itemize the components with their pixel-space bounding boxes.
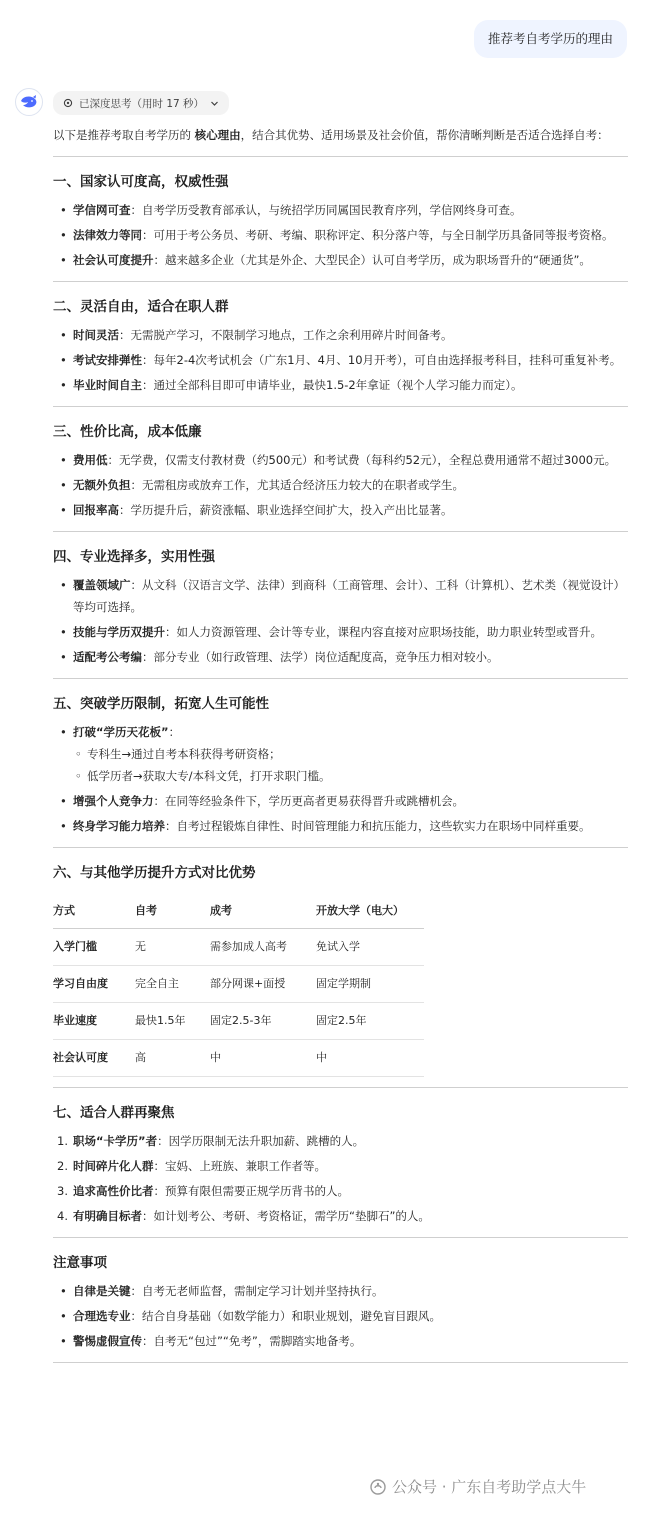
item-text: ：如计划考公、考研、考资格证，需学历“垫脚石”的人。: [142, 1209, 430, 1223]
table-cell: 需参加成人高考: [210, 929, 316, 966]
item-term: 费用低: [73, 453, 108, 467]
item-term: 社会认可度提升: [73, 253, 154, 267]
item-text: ：从文科（汉语言文学、法律）到商科（工商管理、会计）、工科（计算机）、艺术类（视觉设计）等均可选择。: [73, 578, 625, 614]
item-term: 追求高性价比者: [73, 1184, 154, 1198]
item-text: ：宝妈、上班族、兼职工作者等。: [153, 1159, 326, 1173]
whale-logo-icon: [20, 95, 38, 109]
section-divider: [53, 1087, 628, 1088]
item-number: 4.: [57, 1209, 68, 1223]
comparison-header-cell: 成考: [210, 894, 316, 929]
intro-text-before: 以下是推荐考取自考学历的: [53, 128, 195, 142]
item-text: ：结合自身基础（如数学能力）和职业规划，避免盲目跟风。: [130, 1309, 441, 1323]
table-cell: 社会认可度: [53, 1040, 135, 1077]
table-cell: 毕业速度: [53, 1003, 135, 1040]
item-text: ：自考学历受教育部承认，与统招学历同属国民教育序列，学信网终身可查。: [130, 203, 522, 217]
list-item: [73, 499, 628, 521]
item-text: ：自考过程锻炼自律性、时间管理能力和抗压能力，这些软实力在职场中同样重要。: [165, 819, 591, 833]
section-title: 四、专业选择多，实用性强: [53, 549, 215, 565]
list-item: [73, 249, 628, 271]
table-cell: 部分网课+面授: [210, 966, 316, 1003]
item-term: 自律是关键: [73, 1284, 131, 1298]
section-title: 三、性价比高，成本低廉: [53, 424, 202, 440]
item-term: 增强个人竞争力: [73, 794, 154, 808]
comparison-header-cell: 方式: [53, 894, 135, 929]
user-message-bubble: [474, 20, 627, 58]
item-text: ：无需脱产学习，不限制学习地点，工作之余利用碎片时间备考。: [119, 328, 453, 342]
item-number: 2.: [57, 1159, 68, 1173]
item-text: ：预算有限但需要正规学历背书的人。: [153, 1184, 349, 1198]
section-divider: [53, 281, 628, 282]
item-text: ：可用于考公务员、考研、考编、职称评定、积分落户等，与全日制学历具备同等报考资格。: [142, 228, 614, 242]
list-item: [73, 1330, 628, 1352]
target-groups-title: 七、适合人群再聚焦: [53, 1105, 175, 1121]
sub-list-item: ◦ 专科生→通过自考本科获得考研资格；: [87, 743, 628, 765]
table-row: [53, 1040, 424, 1077]
list-item: [73, 790, 628, 812]
target-groups-list: [53, 1130, 628, 1227]
numbered-item: [57, 1180, 628, 1202]
deep-think-icon: [63, 98, 73, 108]
comparison-title: 六、与其他学历提升方式对比优势: [53, 865, 256, 881]
assistant-response: [53, 124, 628, 1373]
item-text: ：因学历限制无法升职加薪、跳槽的人。: [157, 1134, 365, 1148]
user-message-text: 推荐考自考学历的理由: [487, 31, 613, 46]
item-term: 时间碎片化人群: [73, 1159, 154, 1173]
intro-text-after: ，结合其优势、适用场景及社会价值，帮你清晰判断是否适合选择自考：: [240, 128, 609, 142]
item-term: 警惕虚假宣传: [73, 1334, 142, 1348]
section-divider: [53, 1362, 628, 1363]
section-divider: [53, 678, 628, 679]
sub-list: [73, 743, 628, 787]
item-term: 技能与学历双提升: [73, 625, 165, 639]
notes-list: [53, 1280, 628, 1352]
item-text: ：在同等经验条件下，学历更高者更易获得晋升或跳槽机会。: [153, 794, 464, 808]
item-term: 有明确目标者: [73, 1209, 142, 1223]
list-item: [73, 1280, 628, 1302]
table-row: [53, 1003, 424, 1040]
item-number: 3.: [57, 1184, 68, 1198]
section-list: [53, 721, 628, 837]
table-cell: 最快1.5年: [135, 1003, 210, 1040]
watermark-text: 公众号 · 广东自考助学点大牛: [392, 1478, 587, 1496]
table-cell: 高: [135, 1040, 210, 1077]
deep-think-toggle[interactable]: [53, 91, 229, 115]
item-term: 覆盖领域广: [73, 578, 131, 592]
comparison-header-cell: 开放大学（电大）: [316, 894, 424, 929]
item-text: ：部分专业（如行政管理、法学）岗位适配度高，竞争压力相对较小。: [142, 650, 499, 664]
section-divider: [53, 406, 628, 407]
section-list: [53, 574, 628, 668]
item-text: ：自考无“包过”“免考”，需脚踏实地备考。: [142, 1334, 362, 1348]
item-term: 回报率高: [73, 503, 119, 517]
comparison-table: [53, 894, 424, 1077]
deep-think-label: 已深度思考（用时 17 秒）: [79, 97, 205, 110]
table-cell: 无: [135, 929, 210, 966]
list-item: [73, 646, 628, 668]
list-item: [73, 721, 628, 787]
item-term: 时间灵活: [73, 328, 119, 342]
list-item: [73, 224, 628, 246]
table-cell: 完全自主: [135, 966, 210, 1003]
table-cell: 固定2.5年: [316, 1003, 424, 1040]
numbered-item: [57, 1130, 628, 1152]
item-term: 考试安排弹性: [73, 353, 142, 367]
list-item: [73, 449, 628, 471]
list-item: [73, 621, 628, 643]
item-term: 打破“学历天花板”: [73, 725, 169, 739]
list-item: [73, 815, 628, 837]
section-list: [53, 449, 628, 521]
item-term: 职场“卡学历”者: [73, 1134, 158, 1148]
table-row: [53, 966, 424, 1003]
list-item: [73, 574, 628, 618]
item-term: 适配考公考编: [73, 650, 142, 664]
table-cell: 固定2.5-3年: [210, 1003, 316, 1040]
list-item: [73, 1305, 628, 1327]
table-row: [53, 929, 424, 966]
item-term: 毕业时间自主: [73, 378, 142, 392]
item-term: 学信网可查: [73, 203, 131, 217]
table-cell: 免试入学: [316, 929, 424, 966]
item-text: ：每年2-4次考试机会（广东1月、4月、10月开考），可自由选择报考科目，挂科可重复补考。: [142, 353, 622, 367]
item-text: ：如人力资源管理、会计等专业，课程内容直接对应职场技能，助力职业转型或晋升。: [165, 625, 602, 639]
table-cell: 入学门槛: [53, 929, 135, 966]
list-item: [73, 349, 628, 371]
section-divider: [53, 531, 628, 532]
table-cell: 学习自由度: [53, 966, 135, 1003]
sub-list-item: ◦ 低学历者→获取大专/本科文凭，打开求职门槛。: [87, 765, 628, 787]
section-divider: [53, 847, 628, 848]
item-term: 合理选专业: [73, 1309, 131, 1323]
table-cell: 中: [316, 1040, 424, 1077]
item-text: ：通过全部科目即可申请毕业，最快1.5-2年拿证（视个人学习能力而定）。: [142, 378, 523, 392]
item-text: ：自考无老师监督，需制定学习计划并坚持执行。: [130, 1284, 384, 1298]
section-title: 五、突破学历限制，拓宽人生可能性: [53, 696, 269, 712]
item-number: 1.: [57, 1134, 68, 1148]
notes-title: 注意事项: [53, 1255, 107, 1271]
item-term: 无额外负担: [73, 478, 131, 492]
watermark: [370, 1476, 586, 1497]
item-text: ：无需租房或放弃工作，尤其适合经济压力较大的在职者或学生。: [130, 478, 464, 492]
table-cell: 中: [210, 1040, 316, 1077]
list-item: [73, 199, 628, 221]
item-term: 法律效力等同: [73, 228, 142, 242]
item-text: ：学历提升后，薪资涨幅、职业选择空间扩大，投入产出比显著。: [119, 503, 453, 517]
item-text: ：无学费，仅需支付教材费（约500元）和考试费（每科约52元），全程总费用通常不超过3000元。: [107, 453, 617, 467]
intro-bold-text: 核心理由: [194, 128, 241, 142]
item-text: ：: [168, 725, 181, 739]
list-item: [73, 374, 628, 396]
comparison-header-cell: 自考: [135, 894, 210, 929]
list-item: [73, 324, 628, 346]
table-cell: 固定学期制: [316, 966, 424, 1003]
section-list: [53, 324, 628, 396]
section-divider: [53, 1237, 628, 1238]
numbered-item: [57, 1205, 628, 1227]
item-text: ：越来越多企业（尤其是外企、大型民企）认可自考学历，成为职场晋升的“硬通货”。: [153, 253, 591, 267]
section-title: 一、国家认可度高，权威性强: [53, 174, 229, 190]
list-item: [73, 474, 628, 496]
section-title: 二、灵活自由，适合在职人群: [53, 299, 229, 315]
intro-paragraph: [53, 124, 628, 146]
chevron-down-icon: [210, 99, 219, 108]
section-divider: [53, 156, 628, 157]
assistant-avatar: [15, 88, 43, 116]
section-list: [53, 199, 628, 271]
item-term: 终身学习能力培养: [73, 819, 165, 833]
numbered-item: [57, 1155, 628, 1177]
comparison-header-row: [53, 894, 424, 929]
wechat-official-account-icon: [370, 1479, 386, 1495]
